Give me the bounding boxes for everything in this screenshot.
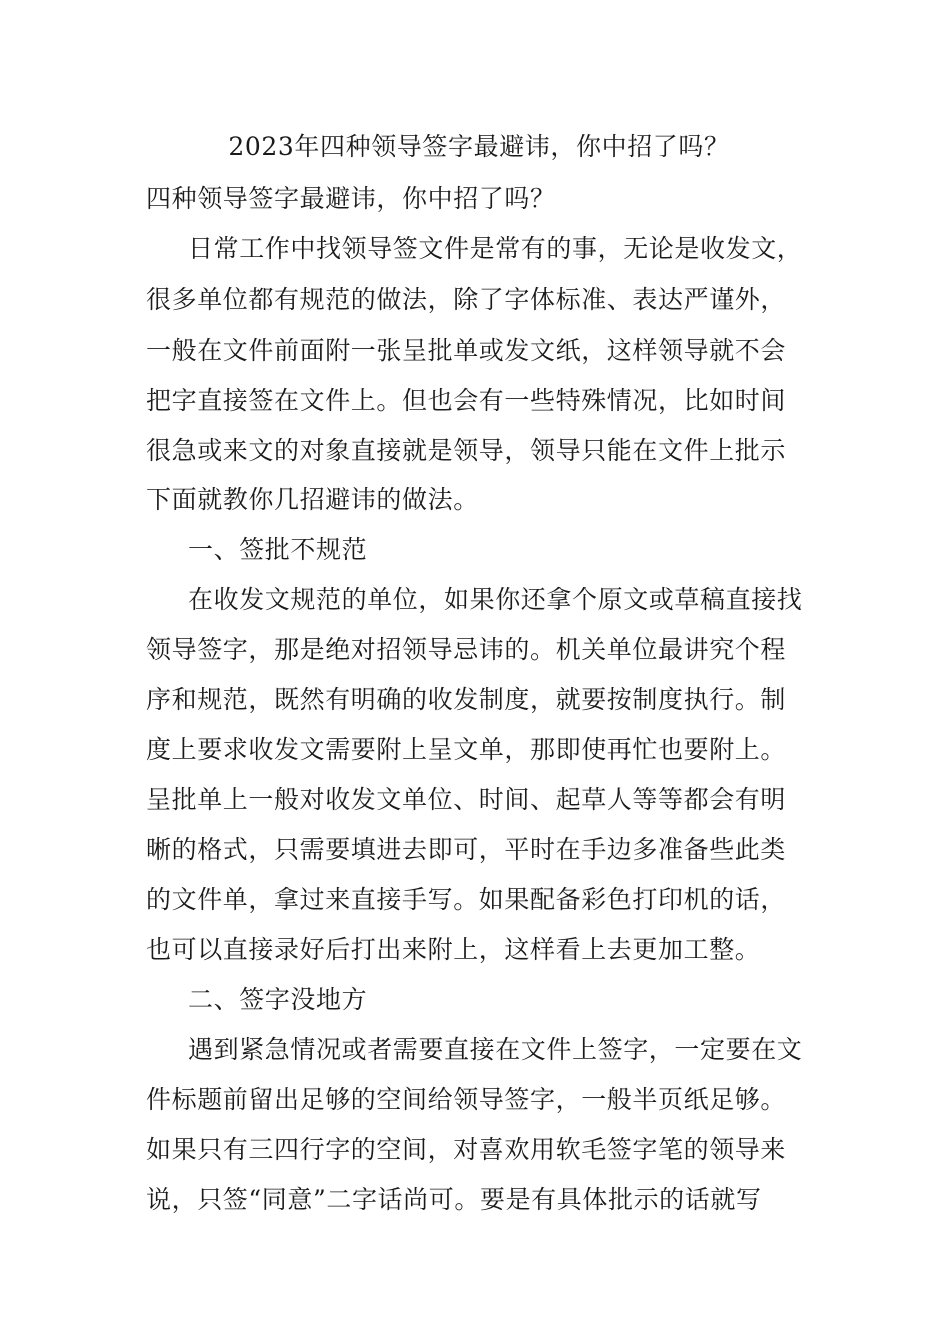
paragraph-line: 在收发文规范的单位，如果你还拿个原文或草稿直接找 (188, 585, 803, 614)
paragraph-line: 的文件单，拿过来直接手写。如果配备彩色打印机的话， (146, 885, 787, 914)
paragraph-line: 晰的格式，只需要填进去即可，平时在手边多准备些此类 (146, 835, 787, 864)
paragraph-line: 一般在文件前面附一张呈批单或发文纸，这样领导就不会 (146, 336, 787, 365)
paragraph-line: 很多单位都有规范的做法，除了字体标准、表达严谨外， (146, 285, 787, 314)
paragraph-line: 领导签字，那是绝对招领导忌讳的。机关单位最讲究个程 (146, 635, 787, 664)
paragraph-line: 下面就教你几招避讳的做法。 (146, 485, 479, 514)
section-heading: 一、签批不规范 (188, 535, 368, 564)
document-title: 2023年四种领导签字最避讳，你中招了吗？ (228, 132, 730, 161)
paragraph-line: 把字直接签在文件上。但也会有一些特殊情况，比如时间 (146, 386, 787, 415)
document-subtitle: 四种领导签字最避讳，你中招了吗？ (146, 184, 556, 213)
paragraph-line: 件标题前留出足够的空间给领导签字，一般半页纸足够。 (146, 1085, 787, 1114)
paragraph-line: 度上要求收发文需要附上呈文单，那即使再忙也要附上。 (146, 735, 787, 764)
paragraph-line: 如果只有三四行字的空间，对喜欢用软毛签字笔的领导来 (146, 1135, 787, 1164)
paragraph-line: 呈批单上一般对收发文单位、时间、起草人等等都会有明 (146, 785, 787, 814)
paragraph-line: 也可以直接录好后打出来附上，这样看上去更加工整。 (146, 935, 761, 964)
paragraph-line: 遇到紧急情况或者需要直接在文件上签字，一定要在文 (188, 1035, 803, 1064)
section-heading: 二、签字没地方 (188, 985, 368, 1014)
paragraph-line: 日常工作中找领导签文件是常有的事，无论是收发文， (188, 234, 803, 263)
paragraph-line: 说，只签“同意”二字话尚可。要是有具体批示的话就写 (146, 1185, 762, 1214)
paragraph-line: 序和规范，既然有明确的收发制度，就要按制度执行。制 (146, 685, 787, 714)
paragraph-line: 很急或来文的对象直接就是领导，领导只能在文件上批示 (146, 436, 787, 465)
